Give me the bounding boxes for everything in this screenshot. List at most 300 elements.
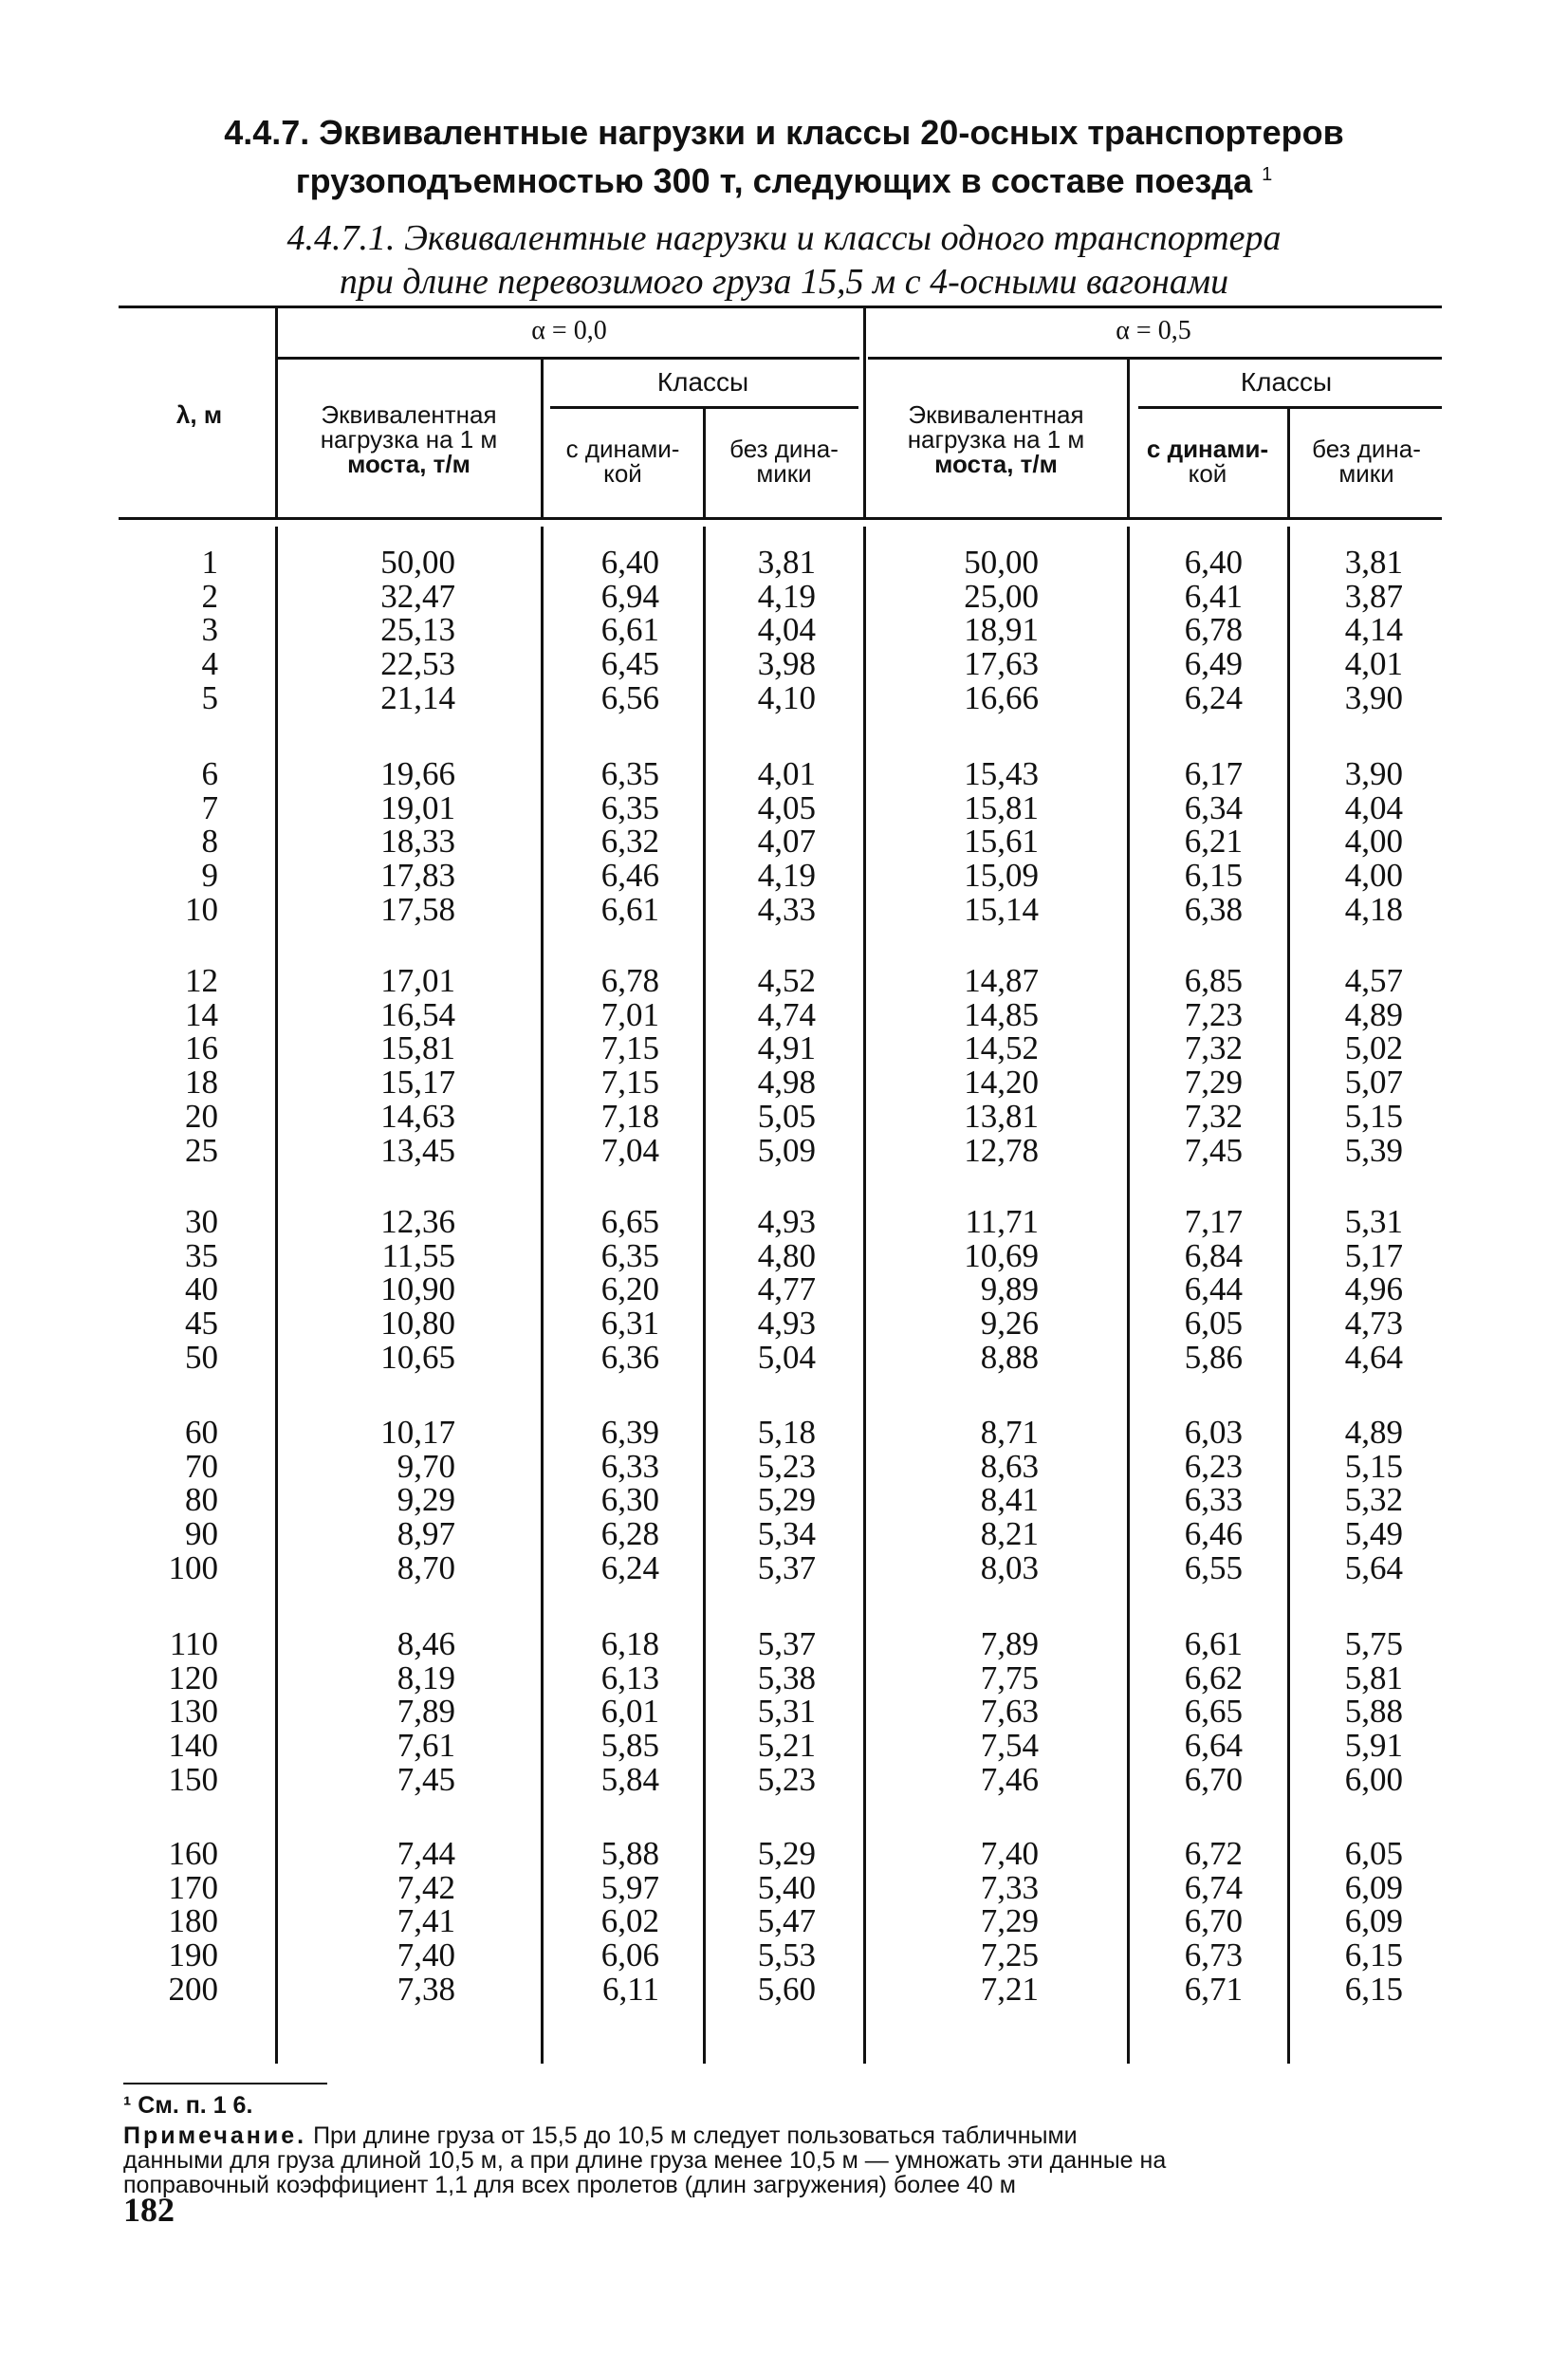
eq-load-l1: Эквивалентная bbox=[908, 400, 1084, 429]
with-dyn-a0-cell: 6,39 bbox=[600, 1414, 659, 1451]
no-dyn-a0-cell: 5,29 bbox=[757, 1835, 816, 1872]
with-dyn-a0-cell: 6,11 bbox=[602, 1970, 659, 2008]
with-dyn-a0-cell: 6,06 bbox=[600, 1936, 659, 1974]
no-dyn-a0-cell: 5,40 bbox=[757, 1868, 816, 1906]
no-dyn-a05-cell: 6,09 bbox=[1344, 1868, 1403, 1906]
lambda-cell: 50 bbox=[185, 1338, 218, 1376]
no-dyn-a0-cell: 5,21 bbox=[757, 1727, 816, 1765]
no-dyn-a05-cell: 4,96 bbox=[1344, 1270, 1403, 1308]
classes05-rule bbox=[1138, 406, 1442, 409]
with-dyn-l2: кой bbox=[1188, 459, 1227, 488]
eq-load-a0-cell: 22,53 bbox=[380, 645, 455, 683]
no-dyn-a0-cell: 4,19 bbox=[757, 857, 816, 895]
eq-load-a05-cell: 9,26 bbox=[980, 1305, 1039, 1343]
with-dyn-a05-cell: 6,40 bbox=[1184, 544, 1243, 581]
with-dyn-a0-cell: 5,84 bbox=[600, 1760, 659, 1798]
no-dyn-a0-cell: 5,37 bbox=[757, 1548, 816, 1586]
eq-load-a05-cell: 8,41 bbox=[980, 1481, 1039, 1519]
no-dyn-a05-cell: 4,00 bbox=[1344, 857, 1403, 895]
eq-load-a05-cell: 7,25 bbox=[980, 1936, 1039, 1974]
with-dyn-a05-cell: 6,64 bbox=[1184, 1727, 1243, 1765]
no-dyn-a05-cell: 6,15 bbox=[1344, 1970, 1403, 2008]
eq-load-a05-cell: 7,46 bbox=[980, 1760, 1039, 1798]
lambda-cell: 8 bbox=[201, 823, 218, 861]
with-dyn-a0-cell: 6,35 bbox=[600, 1236, 659, 1274]
with-dyn-a0-cell: 6,35 bbox=[600, 788, 659, 826]
eq-load-a0-cell: 32,47 bbox=[380, 577, 455, 615]
no-dyn-a05-cell: 6,15 bbox=[1344, 1936, 1403, 1974]
with-dyn-a05-cell: 6,55 bbox=[1184, 1548, 1243, 1586]
with-dyn-a0-cell: 6,56 bbox=[600, 678, 659, 716]
section-title bbox=[0, 112, 1568, 202]
no-dyn-a0-cell: 5,34 bbox=[757, 1515, 816, 1553]
eq-load-a0-cell: 18,33 bbox=[380, 823, 455, 861]
note-line2: данными для груза длиной 10,5 м, а при длине груза менее 10,5 м — умножать эти данные на bbox=[123, 2147, 1167, 2174]
lambda-cell: 6 bbox=[201, 755, 218, 792]
note-label: Примечание. bbox=[123, 2122, 307, 2149]
eq-load-a05-cell: 13,81 bbox=[964, 1097, 1039, 1135]
with-dyn-a0-cell: 5,97 bbox=[600, 1868, 659, 1906]
with-dyn-a0-cell: 6,45 bbox=[600, 645, 659, 683]
no-dyn-a0-cell: 5,47 bbox=[757, 1902, 816, 1940]
no-dyn-a0-cell: 4,05 bbox=[757, 788, 816, 826]
eq-load-a0-cell: 8,46 bbox=[397, 1625, 455, 1662]
eq-load-a05-cell: 7,33 bbox=[980, 1868, 1039, 1906]
lambda-cell: 1 bbox=[201, 544, 218, 581]
no-dyn-a05-cell: 4,04 bbox=[1344, 788, 1403, 826]
with-dyn-a0-cell: 6,61 bbox=[600, 611, 659, 649]
eq-load-header-a05 bbox=[868, 402, 1124, 476]
eq-load-l2: нагрузка на 1 м bbox=[320, 425, 498, 454]
with-dyn-a05-cell: 6,46 bbox=[1184, 1515, 1243, 1553]
with-dyn-a05-cell: 6,34 bbox=[1184, 788, 1243, 826]
no-dyn-a0-cell: 4,52 bbox=[757, 962, 816, 999]
with-dyn-a0-cell: 7,04 bbox=[600, 1131, 659, 1169]
lambda-cell: 16 bbox=[185, 1029, 218, 1067]
no-dyn-a0-cell: 4,07 bbox=[757, 823, 816, 861]
with-dyn-a0-cell: 7,15 bbox=[600, 1064, 659, 1102]
no-dyn-a05-cell: 5,64 bbox=[1344, 1548, 1403, 1586]
with-dyn-a0-cell: 6,36 bbox=[600, 1338, 659, 1376]
eq-load-a05-cell: 50,00 bbox=[964, 544, 1039, 581]
no-dyn-a0-cell: 4,04 bbox=[757, 611, 816, 649]
with-dyn-a0-cell: 6,35 bbox=[600, 755, 659, 792]
eq-load-a0-cell: 7,42 bbox=[397, 1868, 455, 1906]
with-dyn-l2: кой bbox=[603, 459, 642, 488]
with-dyn-a0-cell: 6,78 bbox=[600, 962, 659, 999]
no-dyn-a0-cell: 4,93 bbox=[757, 1305, 816, 1343]
with-dyn-a0-cell: 6,32 bbox=[600, 823, 659, 861]
eq-load-a05-cell: 8,63 bbox=[980, 1447, 1039, 1485]
alpha0-rule bbox=[277, 357, 859, 360]
no-dyn-a0-cell: 5,31 bbox=[757, 1693, 816, 1731]
no-dyn-a05-cell: 4,14 bbox=[1344, 611, 1403, 649]
no-dyn-a0-cell: 5,23 bbox=[757, 1760, 816, 1798]
subtitle-line1: 4.4.7.1. Эквивалентные нагрузки и классы одного транспортера bbox=[286, 218, 1282, 258]
with-dyn-a05-cell: 6,24 bbox=[1184, 678, 1243, 716]
no-dyn-a05-cell: 4,01 bbox=[1344, 645, 1403, 683]
lambda-cell: 20 bbox=[185, 1097, 218, 1135]
eq-load-a0-cell: 17,83 bbox=[380, 857, 455, 895]
eq-load-a05-cell: 16,66 bbox=[964, 678, 1039, 716]
eq-load-a05-cell: 7,21 bbox=[980, 1970, 1039, 2008]
eq-load-a0-cell: 15,81 bbox=[380, 1029, 455, 1067]
with-dyn-a0-cell: 7,18 bbox=[600, 1097, 659, 1135]
eq-load-a05-cell: 15,61 bbox=[964, 823, 1039, 861]
eq-load-a05-cell: 14,87 bbox=[964, 962, 1039, 999]
with-dyn-a05-cell: 7,32 bbox=[1184, 1029, 1243, 1067]
eq-load-a0-cell: 7,61 bbox=[397, 1727, 455, 1765]
eq-load-a0-cell: 50,00 bbox=[380, 544, 455, 581]
with-dyn-a0-cell: 6,13 bbox=[600, 1658, 659, 1696]
table-subtitle bbox=[0, 216, 1568, 304]
with-dyn-a05-cell: 6,65 bbox=[1184, 1693, 1243, 1731]
eq-load-a0-cell: 8,19 bbox=[397, 1658, 455, 1696]
lambda-cell: 180 bbox=[168, 1902, 218, 1940]
with-dyn-a05-cell: 6,21 bbox=[1184, 823, 1243, 861]
no-dyn-a0-cell: 4,98 bbox=[757, 1064, 816, 1102]
lambda-cell: 200 bbox=[168, 1970, 218, 2008]
section-title-line2: грузоподъемностью 300 т, следующих в составе поезда $^1$ bbox=[295, 161, 1273, 200]
footnote-ref: ¹ См. п. 1 6. bbox=[123, 2092, 253, 2119]
divider-lambda bbox=[275, 527, 278, 2064]
no-dyn-a05-cell: 4,57 bbox=[1344, 962, 1403, 999]
no-dyn-a05-cell: 6,05 bbox=[1344, 1835, 1403, 1872]
with-dyn-a05-cell: 6,03 bbox=[1184, 1414, 1243, 1451]
no-dyn-a05-cell: 3,90 bbox=[1344, 755, 1403, 792]
no-dyn-header-a0 bbox=[707, 436, 861, 486]
no-dyn-a0-cell: 5,23 bbox=[757, 1447, 816, 1485]
eq-load-a0-cell: 9,29 bbox=[397, 1481, 455, 1519]
header-bottom-rule bbox=[119, 517, 1442, 520]
no-dyn-a05-cell: 5,88 bbox=[1344, 1693, 1403, 1731]
with-dyn-a05-cell: 6,73 bbox=[1184, 1936, 1243, 1974]
eq-load-a0-cell: 7,41 bbox=[397, 1902, 455, 1940]
with-dyn-a0-cell: 6,94 bbox=[600, 577, 659, 615]
divider-cls0 bbox=[703, 527, 706, 2064]
lambda-cell: 10 bbox=[185, 890, 218, 928]
eq-load-l3: моста, т/м bbox=[934, 450, 1058, 478]
with-dyn-a05-cell: 6,49 bbox=[1184, 645, 1243, 683]
note-line3: поправочный коэффициент 1,1 для всех пролетов (длин загружения) более 40 м bbox=[123, 2172, 1016, 2198]
no-dyn-l1: без дина- bbox=[729, 435, 839, 463]
eq-load-a0-cell: 9,70 bbox=[397, 1447, 455, 1485]
with-dyn-header-a0 bbox=[545, 436, 700, 486]
with-dyn-a0-cell: 6,28 bbox=[600, 1515, 659, 1553]
lambda-cell: 170 bbox=[168, 1868, 218, 1906]
eq-load-a05-cell: 9,89 bbox=[980, 1270, 1039, 1308]
lambda-cell: 60 bbox=[185, 1414, 218, 1451]
eq-load-a0-cell: 7,89 bbox=[397, 1693, 455, 1731]
lambda-cell: 40 bbox=[185, 1270, 218, 1308]
no-dyn-a0-cell: 4,10 bbox=[757, 678, 816, 716]
eq-load-a05-cell: 12,78 bbox=[964, 1131, 1039, 1169]
eq-load-a05-cell: 11,71 bbox=[965, 1203, 1039, 1240]
classes-header-a05: Классы bbox=[1240, 367, 1333, 397]
section-title-line1: 4.4.7. Эквивалентные нагрузки и классы 20-осных транспортеров bbox=[224, 113, 1344, 152]
divider-eq05 bbox=[1127, 527, 1130, 2064]
no-dyn-a05-cell: 5,02 bbox=[1344, 1029, 1403, 1067]
no-dyn-a05-cell: 5,91 bbox=[1344, 1727, 1403, 1765]
divider-eq05-head bbox=[1127, 359, 1130, 517]
no-dyn-a05-cell: 5,49 bbox=[1344, 1515, 1403, 1553]
no-dyn-l1: без дина- bbox=[1312, 435, 1421, 463]
lambda-cell: 5 bbox=[201, 678, 218, 716]
no-dyn-a0-cell: 5,04 bbox=[757, 1338, 816, 1376]
lambda-cell: 18 bbox=[185, 1064, 218, 1102]
lambda-cell: 90 bbox=[185, 1515, 218, 1553]
col-lambda-header: λ, м bbox=[175, 400, 223, 429]
eq-load-a0-cell: 17,01 bbox=[380, 962, 455, 999]
with-dyn-a0-cell: 6,46 bbox=[600, 857, 659, 895]
lambda-cell: 150 bbox=[168, 1760, 218, 1798]
with-dyn-a0-cell: 6,18 bbox=[600, 1625, 659, 1662]
lambda-cell: 140 bbox=[168, 1727, 218, 1765]
with-dyn-a0-cell: 5,88 bbox=[600, 1835, 659, 1872]
note-line1 bbox=[123, 2123, 1447, 2148]
eq-load-a0-cell: 11,55 bbox=[381, 1236, 455, 1274]
no-dyn-a05-cell: 5,17 bbox=[1344, 1236, 1403, 1274]
with-dyn-a0-cell: 6,33 bbox=[600, 1447, 659, 1485]
lambda-cell: 190 bbox=[168, 1936, 218, 1974]
divider-alpha bbox=[863, 527, 866, 2064]
with-dyn-a0-cell: 7,01 bbox=[600, 995, 659, 1033]
no-dyn-a05-cell: 5,15 bbox=[1344, 1097, 1403, 1135]
with-dyn-a05-cell: 6,84 bbox=[1184, 1236, 1243, 1274]
eq-load-a05-cell: 14,52 bbox=[964, 1029, 1039, 1067]
lambda-cell: 70 bbox=[185, 1447, 218, 1485]
with-dyn-a05-cell: 6,85 bbox=[1184, 962, 1243, 999]
eq-load-a05-cell: 25,00 bbox=[964, 577, 1039, 615]
with-dyn-l1: с динами- bbox=[565, 435, 680, 463]
eq-load-a05-cell: 18,91 bbox=[964, 611, 1039, 649]
footnote-rule bbox=[123, 2083, 327, 2084]
eq-load-a05-cell: 7,40 bbox=[980, 1835, 1039, 1872]
no-dyn-a0-cell: 5,18 bbox=[757, 1414, 816, 1451]
no-dyn-a05-cell: 5,07 bbox=[1344, 1064, 1403, 1102]
eq-load-a05-cell: 7,54 bbox=[980, 1727, 1039, 1765]
no-dyn-a0-cell: 4,80 bbox=[757, 1236, 816, 1274]
alpha05-header: α = 0,5 bbox=[1116, 316, 1191, 345]
eq-load-a05-cell: 15,81 bbox=[964, 788, 1039, 826]
title-footnote-mark: 1 bbox=[1262, 164, 1273, 185]
with-dyn-a05-cell: 6,44 bbox=[1184, 1270, 1243, 1308]
eq-load-a0-cell: 12,36 bbox=[380, 1203, 455, 1240]
eq-load-a0-cell: 14,63 bbox=[380, 1097, 455, 1135]
no-dyn-a05-cell: 4,73 bbox=[1344, 1305, 1403, 1343]
with-dyn-a0-cell: 7,15 bbox=[600, 1029, 659, 1067]
eq-load-a0-cell: 19,66 bbox=[380, 755, 455, 792]
no-dyn-a0-cell: 5,09 bbox=[757, 1131, 816, 1169]
with-dyn-a0-cell: 5,85 bbox=[600, 1727, 659, 1765]
with-dyn-l1: с динами- bbox=[1146, 435, 1269, 463]
eq-load-a05-cell: 7,29 bbox=[980, 1902, 1039, 1940]
lambda-cell: 7 bbox=[201, 788, 218, 826]
no-dyn-a0-cell: 3,81 bbox=[757, 544, 816, 581]
divider-cls05 bbox=[1287, 527, 1290, 2064]
no-dyn-a05-cell: 5,81 bbox=[1344, 1658, 1403, 1696]
divider-cls05-head bbox=[1287, 408, 1290, 517]
no-dyn-a0-cell: 4,93 bbox=[757, 1203, 816, 1240]
with-dyn-a05-cell: 7,23 bbox=[1184, 995, 1243, 1033]
divider-eq0 bbox=[541, 527, 544, 2064]
alpha0-header: α = 0,0 bbox=[531, 316, 607, 345]
with-dyn-a05-cell: 6,62 bbox=[1184, 1658, 1243, 1696]
eq-load-a0-cell: 17,58 bbox=[380, 890, 455, 928]
no-dyn-a0-cell: 4,91 bbox=[757, 1029, 816, 1067]
eq-load-a0-cell: 15,17 bbox=[380, 1064, 455, 1102]
no-dyn-a0-cell: 5,29 bbox=[757, 1481, 816, 1519]
lambda-cell: 110 bbox=[169, 1625, 218, 1662]
eq-load-a0-cell: 7,38 bbox=[397, 1970, 455, 2008]
no-dyn-a0-cell: 5,38 bbox=[757, 1658, 816, 1696]
lambda-cell: 80 bbox=[185, 1481, 218, 1519]
no-dyn-l2: мики bbox=[756, 459, 812, 488]
eq-load-a05-cell: 15,14 bbox=[964, 890, 1039, 928]
with-dyn-a05-cell: 6,05 bbox=[1184, 1305, 1243, 1343]
eq-load-a05-cell: 8,21 bbox=[980, 1515, 1039, 1553]
eq-load-a0-cell: 8,70 bbox=[397, 1548, 455, 1586]
classes-header-a0: Классы bbox=[656, 367, 749, 397]
lambda-cell: 100 bbox=[168, 1548, 218, 1586]
with-dyn-a05-cell: 7,32 bbox=[1184, 1097, 1243, 1135]
with-dyn-a05-cell: 6,61 bbox=[1184, 1625, 1243, 1662]
no-dyn-a05-cell: 5,15 bbox=[1344, 1447, 1403, 1485]
eq-load-a0-cell: 10,17 bbox=[380, 1414, 455, 1451]
lambda-cell: 12 bbox=[185, 962, 218, 999]
eq-load-a05-cell: 14,20 bbox=[964, 1064, 1039, 1102]
no-dyn-a0-cell: 4,01 bbox=[757, 755, 816, 792]
no-dyn-a05-cell: 3,90 bbox=[1344, 678, 1403, 716]
eq-load-a05-cell: 15,09 bbox=[964, 857, 1039, 895]
eq-load-a0-cell: 25,13 bbox=[380, 611, 455, 649]
no-dyn-header-a05 bbox=[1291, 436, 1442, 486]
with-dyn-a0-cell: 6,61 bbox=[600, 890, 659, 928]
eq-load-l3: моста, т/м bbox=[347, 450, 470, 478]
with-dyn-a05-cell: 6,71 bbox=[1184, 1970, 1243, 2008]
lambda-cell: 30 bbox=[185, 1203, 218, 1240]
no-dyn-a05-cell: 5,75 bbox=[1344, 1625, 1403, 1662]
no-dyn-a0-cell: 5,60 bbox=[757, 1970, 816, 2008]
with-dyn-a05-cell: 6,23 bbox=[1184, 1447, 1243, 1485]
with-dyn-a0-cell: 6,30 bbox=[600, 1481, 659, 1519]
lambda-cell: 35 bbox=[185, 1236, 218, 1274]
eq-load-l2: нагрузка на 1 м bbox=[907, 425, 1085, 454]
with-dyn-a05-cell: 6,78 bbox=[1184, 611, 1243, 649]
no-dyn-a0-cell: 4,19 bbox=[757, 577, 816, 615]
no-dyn-a05-cell: 6,00 bbox=[1344, 1760, 1403, 1798]
with-dyn-a05-cell: 6,33 bbox=[1184, 1481, 1243, 1519]
lambda-cell: 14 bbox=[185, 995, 218, 1033]
lambda-cell: 130 bbox=[168, 1693, 218, 1731]
table-top-rule bbox=[119, 306, 1442, 308]
no-dyn-a0-cell: 4,74 bbox=[757, 995, 816, 1033]
with-dyn-a05-cell: 7,17 bbox=[1184, 1203, 1243, 1240]
with-dyn-a05-cell: 6,70 bbox=[1184, 1902, 1243, 1940]
no-dyn-a05-cell: 4,89 bbox=[1344, 1414, 1403, 1451]
no-dyn-a05-cell: 4,18 bbox=[1344, 890, 1403, 928]
no-dyn-a05-cell: 6,09 bbox=[1344, 1902, 1403, 1940]
with-dyn-a05-cell: 6,15 bbox=[1184, 857, 1243, 895]
no-dyn-a05-cell: 4,00 bbox=[1344, 823, 1403, 861]
no-dyn-a0-cell: 5,53 bbox=[757, 1936, 816, 1974]
with-dyn-a0-cell: 6,65 bbox=[600, 1203, 659, 1240]
page-number: 182 bbox=[123, 2191, 175, 2229]
with-dyn-a05-cell: 7,29 bbox=[1184, 1064, 1243, 1102]
alpha05-rule bbox=[868, 357, 1442, 360]
eq-load-a05-cell: 17,63 bbox=[964, 645, 1039, 683]
eq-load-a0-cell: 10,80 bbox=[380, 1305, 455, 1343]
with-dyn-a0-cell: 6,02 bbox=[600, 1902, 659, 1940]
eq-load-l1: Эквивалентная bbox=[321, 400, 497, 429]
no-dyn-a0-cell: 3,98 bbox=[757, 645, 816, 683]
eq-load-a0-cell: 16,54 bbox=[380, 995, 455, 1033]
no-dyn-a05-cell: 3,87 bbox=[1344, 577, 1403, 615]
no-dyn-a0-cell: 5,37 bbox=[757, 1625, 816, 1662]
no-dyn-a05-cell: 4,64 bbox=[1344, 1338, 1403, 1376]
eq-load-a05-cell: 7,75 bbox=[980, 1658, 1039, 1696]
eq-load-a0-cell: 7,44 bbox=[397, 1835, 455, 1872]
no-dyn-a05-cell: 5,32 bbox=[1344, 1481, 1403, 1519]
lambda-cell: 25 bbox=[185, 1131, 218, 1169]
with-dyn-a05-cell: 6,74 bbox=[1184, 1868, 1243, 1906]
no-dyn-a05-cell: 3,81 bbox=[1344, 544, 1403, 581]
with-dyn-a05-cell: 7,45 bbox=[1184, 1131, 1243, 1169]
with-dyn-a05-cell: 6,70 bbox=[1184, 1760, 1243, 1798]
eq-load-a0-cell: 21,14 bbox=[380, 678, 455, 716]
eq-load-header-a0 bbox=[280, 402, 538, 476]
no-dyn-a0-cell: 4,33 bbox=[757, 890, 816, 928]
divider-eq0-head bbox=[541, 359, 544, 517]
eq-load-a05-cell: 15,43 bbox=[964, 755, 1039, 792]
eq-load-a0-cell: 7,40 bbox=[397, 1936, 455, 1974]
eq-load-a0-cell: 10,65 bbox=[380, 1338, 455, 1376]
with-dyn-a0-cell: 6,01 bbox=[600, 1693, 659, 1731]
with-dyn-a05-cell: 6,72 bbox=[1184, 1835, 1243, 1872]
lambda-cell: 9 bbox=[201, 857, 218, 895]
eq-load-a05-cell: 8,88 bbox=[980, 1338, 1039, 1376]
eq-load-a05-cell: 10,69 bbox=[964, 1236, 1039, 1274]
with-dyn-header-a05 bbox=[1131, 436, 1284, 486]
no-dyn-l2: мики bbox=[1338, 459, 1394, 488]
eq-load-a05-cell: 8,71 bbox=[980, 1414, 1039, 1451]
no-dyn-a0-cell: 4,77 bbox=[757, 1270, 816, 1308]
lambda-cell: 45 bbox=[185, 1305, 218, 1343]
eq-load-a0-cell: 13,45 bbox=[380, 1131, 455, 1169]
lambda-cell: 2 bbox=[201, 577, 218, 615]
lambda-cell: 120 bbox=[168, 1658, 218, 1696]
no-dyn-a05-cell: 5,39 bbox=[1344, 1131, 1403, 1169]
lambda-cell: 3 bbox=[201, 611, 218, 649]
lambda-cell: 160 bbox=[168, 1835, 218, 1872]
with-dyn-a05-cell: 6,38 bbox=[1184, 890, 1243, 928]
no-dyn-a05-cell: 5,31 bbox=[1344, 1203, 1403, 1240]
eq-load-a0-cell: 7,45 bbox=[397, 1760, 455, 1798]
with-dyn-a0-cell: 6,40 bbox=[600, 544, 659, 581]
no-dyn-a0-cell: 5,05 bbox=[757, 1097, 816, 1135]
eq-load-a05-cell: 14,85 bbox=[964, 995, 1039, 1033]
with-dyn-a0-cell: 6,20 bbox=[600, 1270, 659, 1308]
with-dyn-a0-cell: 6,24 bbox=[600, 1548, 659, 1586]
no-dyn-a05-cell: 4,89 bbox=[1344, 995, 1403, 1033]
divider-cls0-head bbox=[703, 408, 706, 517]
with-dyn-a05-cell: 6,17 bbox=[1184, 755, 1243, 792]
with-dyn-a0-cell: 6,31 bbox=[600, 1305, 659, 1343]
with-dyn-a05-cell: 6,41 bbox=[1184, 577, 1243, 615]
eq-load-a0-cell: 10,90 bbox=[380, 1270, 455, 1308]
subtitle-line2: при длине перевозимого груза 15,5 м с 4-осными вагонами bbox=[339, 262, 1229, 302]
lambda-cell: 4 bbox=[201, 645, 218, 683]
